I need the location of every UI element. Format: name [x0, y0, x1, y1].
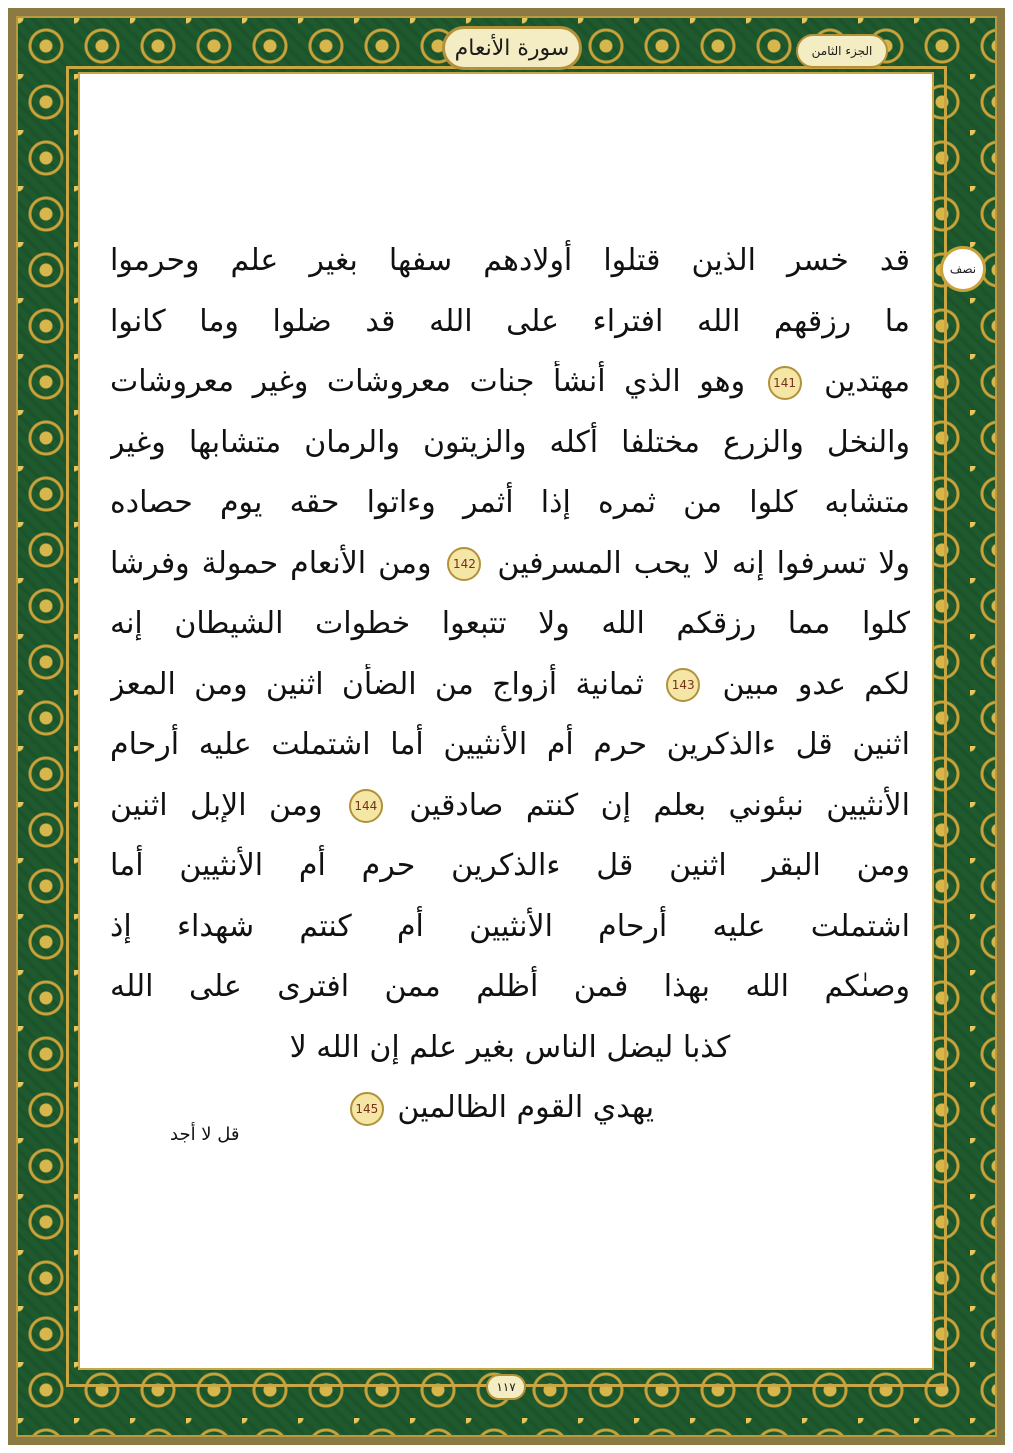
ayah-number-marker: 143 — [666, 668, 700, 702]
line-text-continued: ومن الإبل اثنين — [110, 787, 323, 823]
line-text: مهتدين — [824, 364, 910, 399]
surah-name-cartouche — [442, 26, 582, 70]
text-line — [190, 1027, 830, 1069]
text-line — [110, 664, 910, 706]
text-line — [110, 724, 910, 766]
line-text: اثنين قل ءالذكرين حرم أم الأنثيين أما اشتملت عليه أرحام — [110, 727, 910, 762]
line-text: والنخل والزرع مختلفا أكله والزيتون والرمان متشابها وغير — [110, 424, 910, 460]
text-line — [110, 482, 910, 524]
line-text: ومن البقر اثنين قل ءالذكرين حرم أم الأنثيين أما — [110, 848, 910, 883]
text-line — [320, 1087, 680, 1129]
ayah-number-marker: 145 — [350, 1092, 384, 1126]
ayah-number-marker: 144 — [349, 789, 383, 823]
text-line — [110, 845, 910, 887]
line-text: متشابه كلوا من ثمره إذا أثمر وءاتوا حقه يوم حصاده — [110, 485, 910, 520]
text-line — [110, 906, 910, 948]
line-text: وصىٰكم الله بهذا فمن أظلم ممن افترى على الله — [110, 969, 910, 1004]
text-line — [110, 361, 910, 403]
line-text: كذبا ليضل الناس بغير علم إن الله لا — [289, 1029, 731, 1065]
page-number — [486, 1374, 526, 1400]
line-text: ما رزقهم الله افتراء على الله قد ضلوا وما كانوا — [110, 303, 910, 339]
text-line — [110, 301, 910, 343]
ayah-number-marker: 141 — [768, 366, 802, 400]
text-line — [110, 603, 910, 645]
text-line — [110, 543, 910, 585]
surah-name: سورة الأنعام — [454, 35, 570, 61]
line-text-continued: وهو الذي أنشأ جنات معروشات وغير معروشات — [110, 364, 746, 399]
ayah-number-marker: 142 — [447, 547, 481, 581]
text-line — [110, 785, 910, 827]
hizb-marker-icon — [940, 246, 986, 292]
line-text: الأنثيين نبئوني بعلم إن كنتم صادقين — [409, 787, 910, 823]
line-text-continued: ومن الأنعام حمولة وفرشا — [110, 545, 432, 581]
line-text-continued: ثمانية أزواج من الضأن اثنين ومن المعز — [110, 666, 644, 702]
text-line — [110, 240, 910, 282]
line-text: قد خسر الذين قتلوا أولادهم سفها بغير علم وحرموا — [110, 243, 910, 278]
line-text: اشتملت عليه أرحام الأنثيين أم كنتم شهداء إذ — [110, 908, 910, 944]
line-text: لكم عدو مبين — [722, 666, 910, 702]
line-text: ولا تسرفوا إنه لا يحب المسرفين — [497, 545, 910, 581]
catchword: قل لا أجد — [170, 1124, 240, 1145]
line-text: كلوا مما رزقكم الله ولا تتبعوا خطوات الشيطان إنه — [110, 606, 910, 641]
juz-cartouche — [796, 34, 888, 68]
hizb-label: نصف — [949, 262, 977, 276]
text-line — [110, 422, 910, 464]
text-line — [110, 966, 910, 1008]
line-text: يهدي القوم الظالمين — [397, 1090, 655, 1125]
page-number-label: ١١٧ — [496, 1380, 516, 1394]
juz-label: الجزء الثامن — [811, 44, 873, 58]
